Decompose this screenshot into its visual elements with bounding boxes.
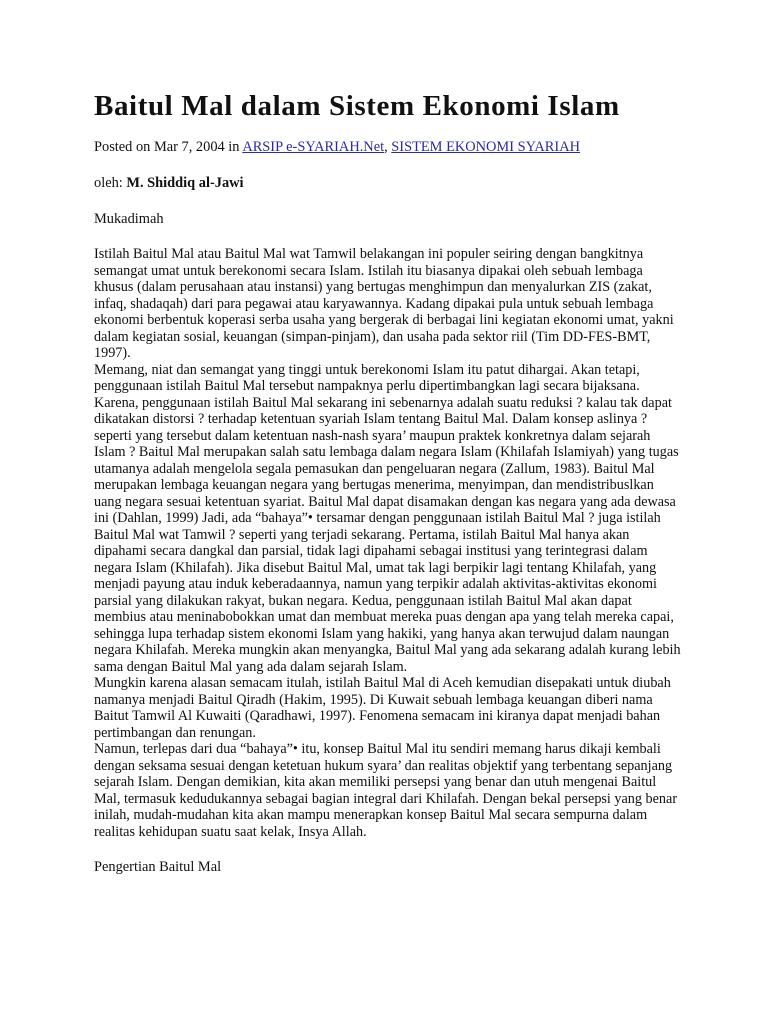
author-line	[94, 174, 684, 192]
author-prefix: oleh:	[94, 175, 127, 191]
article-body	[94, 246, 684, 840]
post-meta	[94, 138, 684, 156]
category-link-arsip[interactable]: ARSIP e-SYARIAH.Net	[242, 139, 385, 155]
section-heading-mukadimah: Mukadimah	[94, 211, 164, 227]
section-heading-pengertian: Pengertian Baitul Mal	[94, 859, 222, 875]
paragraph: Namun, terlepas dari dua “bahaya”• itu, konsep Baitul Mal itu sendiri memang harus dikaji kembali dengan seksama sesuai dengan ketetuan hukum syara’ dan realitas objektif yang terbentang sepanjang sejarah Islam. Dengan demikian, kita akan memiliki persepsi yang benar dan utuh mengenai Baitul Mal, termasuk kedudukannya sebagai bagian integral dari Khilafah. Dengan bekal persepsi yang benar inilah, mudah-mudahan kita akan mampu menerapkan konsep Baitul Mal secara sempurna dalam realitas kehidupan suatu saat kelak, Insya Allah.	[94, 741, 678, 840]
paragraph: Istilah Baitul Mal atau Baitul Mal wat Tamwil belakangan ini populer seiring dengan bangkitnya semangat umat untuk berekonomi secara Islam. Istilah itu biasanya dipakai oleh sebuah lembaga khusus (dalam perusahaan atau instansi) yang bertugas menghimpun dan menyalurkan ZIS (zakat, infaq, shadaqah) dari para pegawai atau karyawannya. Kadang dipakai pula untuk sebuah lembaga ekonomi berbentuk koperasi serba usaha yang bergerak di berbagai lini kegiatan ekonomi umat, yakni dalam kegiatan sosial, keuangan (simpan-pinjam), dan usaha pada sektor riil (Tim DD-FES-BMT, 1997).	[94, 246, 674, 361]
page-title: Baitul Mal dalam Sistem Ekonomi Islam	[94, 90, 620, 122]
posted-date: Posted on Mar 7, 2004 in	[94, 139, 243, 155]
paragraph: Mungkin karena alasan semacam itulah, istilah Baitul Mal di Aceh kemudian disepakati untuk diubah namanya menjadi Baitul Qiradh (Hakim, 1995). Di Kuwait sebuah lembaga keuangan diberi nama Baitut Tamwil Al Kuwaiti (Qaradhawi, 1997). Fenomena semacam ini kiranya dapat menjadi bahan pertimbangan dan renungan.	[94, 675, 671, 741]
category-link-sistem-ekonomi[interactable]: SISTEM EKONOMI SYARIAH	[391, 139, 580, 155]
article	[94, 88, 684, 876]
paragraph: Memang, niat dan semangat yang tinggi untuk berekonomi Islam itu patut dihargai. Akan tetapi, penggunaan istilah Baitul Mal tersebut nampaknya perlu dipertimbangkan lagi secara bijaksana. Karena, penggunaan istilah Baitul Mal sekarang ini sebenarnya adalah suatu reduksi ? kalau tak dapat dikatakan distorsi ? terhadap ketentuan syariah Islam tentang Baitul Mal. Dalam konsep aslinya ? seperti yang tersebut dalam ketentuan nash-nash syara’ maupun praktek konkretnya dalam sejarah Islam ? Baitul Mal merupakan salah satu lembaga dalam negara Islam (Khilafah Islamiyah) yang tugas utamanya adalah mengelola segala pemasukan dan pengeluaran negara (Zallum, 1983). Baitul Mal merupakan lembaga keuangan negara yang bertugas menerima, menyimpan, dan mendistribuslkan uang negara sesuai ketentuan syariat. Baitul Mal dapat disamakan dengan kas negara yang ada dewasa ini (Dahlan, 1999) Jadi, ada “bahaya”• tersamar dengan penggunaan istilah Baitul Mal ? juga istilah Baitul Mal wat Tamwil ? seperti yang terjadi sekarang. Pertama, istilah Baitul Mal hanya akan dipahami secara dangkal dan parsial, tidak lagi dipahami sebagai institusi yang terintegrasi dalam negara Islam (Khilafah). Jika disebut Baitul Mal, umat tak lagi berpikir lagi tentang Khilafah, yang menjadi payung atau induk keberadaannya, namun yang terpikir adalah aktivitas-aktivitas ekonomi parsial yang dilakukan rakyat, bukan negara. Kedua, penggunaan istilah Baitul Mal akan dapat membius atau meninabobokkan umat dan membuat mereka puas dengan apa yang telah mereka capai, sehingga lupa terhadap sistem ekonomi Islam yang hakiki, yang hanya akan terwujud dalam naungan negara Khilafah. Mereka mungkin akan menyangka, Baitul Mal yang ada sekarang adalah kurang lebih sama dengan Baitul Mal yang ada dalam sejarah Islam.	[94, 361, 681, 675]
author-name: M. Shiddiq al-Jawi	[126, 175, 244, 191]
category-separator: ,	[384, 139, 392, 155]
